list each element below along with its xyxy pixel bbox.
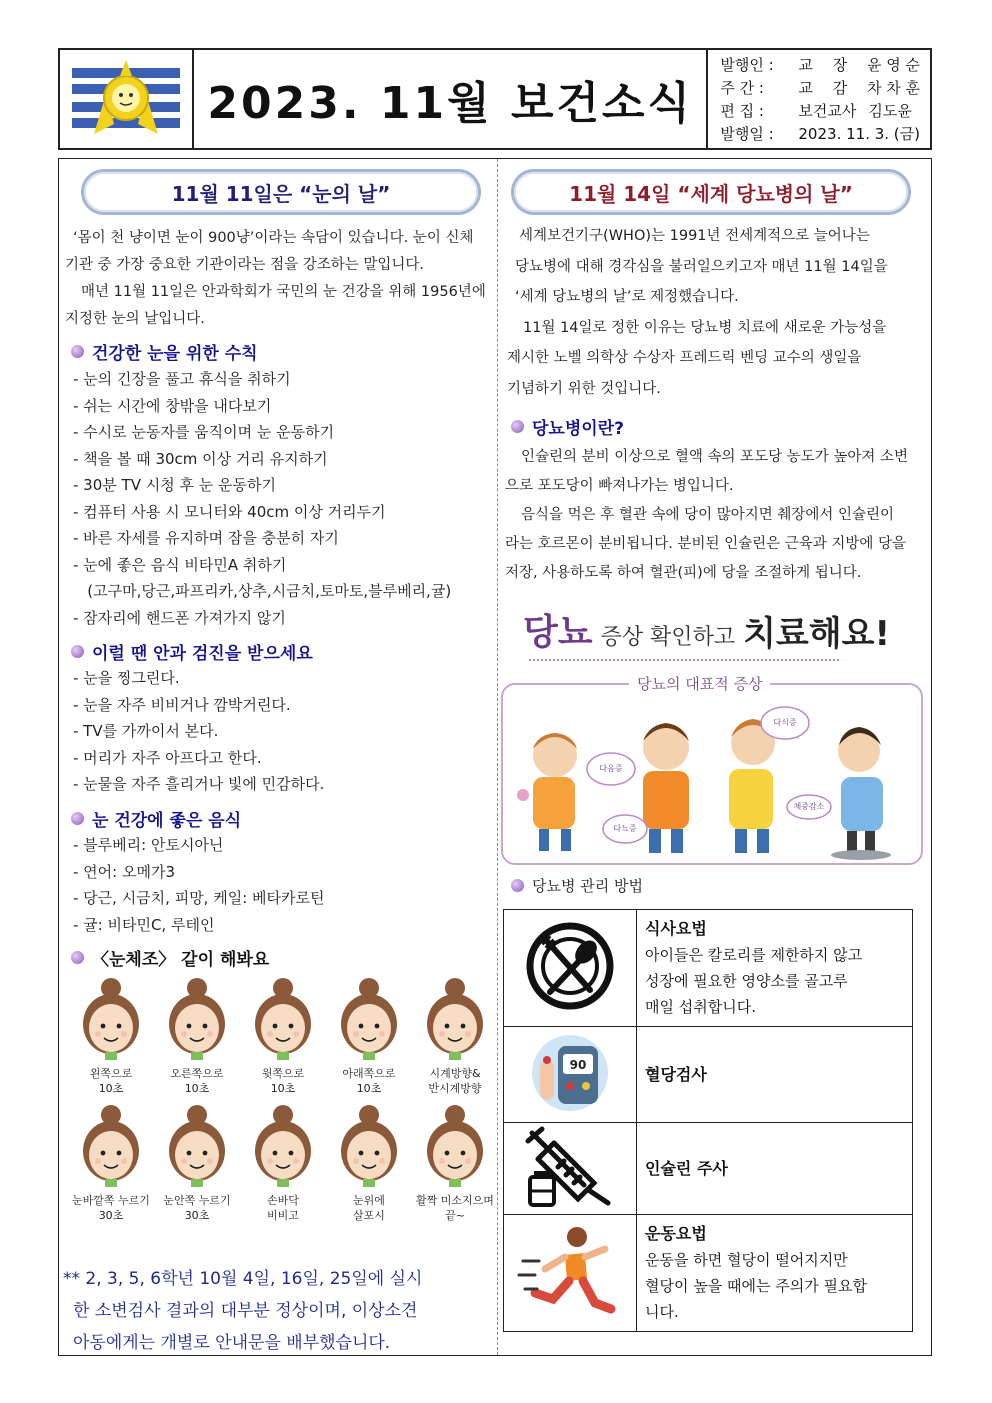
para-line: 기념하기 위한 것입니다.	[507, 380, 661, 397]
publisher-row	[720, 100, 920, 123]
exercise-caption: 30초	[98, 1209, 124, 1222]
girl-face-icon	[71, 1101, 151, 1187]
publisher-info	[708, 50, 930, 148]
list-item: - 책을 볼 때 30cm 이상 거리 유지하기	[73, 449, 328, 468]
manage-text-cell	[637, 1123, 913, 1215]
symptom-label: 다뇨증	[613, 824, 637, 833]
exercise-caption: 10초	[356, 1082, 382, 1095]
eye-exercise-title-text: 〈눈체조〉 같이 해봐요	[92, 950, 270, 970]
school-emblem-icon	[66, 54, 186, 144]
exercise-caption: 왼쪽으로	[89, 1067, 133, 1080]
exercise-caption: 10초	[270, 1082, 296, 1095]
para-line: ‘세계 당뇨병의 날’로 제정했습니다.	[515, 289, 739, 305]
eye-rules-list	[73, 366, 451, 631]
diabetes-intro	[507, 221, 927, 404]
para-line: 제시한 노벨 의학상 수상자 프레드릭 벤딩 교수의 생일을	[507, 350, 862, 366]
insulin-syringe-icon	[520, 1125, 620, 1209]
manage-head: 인슐린 주사	[645, 1158, 728, 1178]
running-person-icon	[515, 1221, 625, 1321]
list-item: - 쉬는 시간에 창밖을 내다보기	[73, 396, 272, 415]
bullet-icon	[511, 879, 524, 892]
plate-cutlery-icon	[520, 918, 620, 1014]
table-row	[504, 1027, 913, 1123]
girl-face-icon	[415, 974, 495, 1060]
publisher-label: 발행일 :	[720, 125, 774, 143]
exercise-caption: 눈위에	[353, 1194, 385, 1207]
publisher-value: 보건교사	[798, 102, 857, 120]
diabetes-banner	[523, 599, 923, 655]
girl-face-icon	[243, 974, 323, 1060]
eye-day-heading	[81, 169, 481, 215]
publisher-value: 감	[832, 79, 848, 97]
eye-exercise-step	[325, 974, 413, 1096]
manage-text-cell	[637, 1215, 913, 1332]
diabetes-manage-title	[511, 875, 643, 896]
eye-exercise-step	[67, 974, 155, 1096]
list-item: - 귤: 비타민C, 루테인	[73, 915, 215, 934]
manage-line: 운동을 하면 혈당이 떨어지지만	[645, 1251, 848, 1269]
banner-mid-text: 증상 확인하고	[600, 625, 736, 650]
symptom-label: 체중감소	[793, 802, 825, 811]
urine-test-note	[63, 1263, 495, 1359]
list-item: - 잠자리에 핸드폰 가져가지 않기	[73, 608, 286, 627]
manage-line: 아이들은 칼로리를 제한하지 않고	[645, 946, 863, 964]
diabetes-manage-table	[503, 909, 913, 1332]
eye-food-title-text: 눈 건강에 좋은 음식	[92, 811, 242, 831]
eye-exercise-step	[239, 1101, 327, 1223]
eye-day-heading-text: 11월 11일은 “눈의 날”	[171, 181, 391, 206]
girl-face-icon	[157, 1101, 237, 1187]
exercise-caption: 눈바깥쪽 누르기	[72, 1194, 150, 1207]
list-item: - 눈을 자주 비비거나 깜박거린다.	[73, 695, 291, 714]
exercise-caption: 아래쪽으로	[342, 1067, 396, 1080]
exercise-caption: 비비고	[267, 1209, 299, 1222]
publisher-row	[720, 54, 920, 77]
table-row	[504, 1123, 913, 1215]
para-line: 으로 포도당이 빠져나가는 병입니다.	[505, 478, 734, 494]
bullet-icon	[71, 645, 84, 658]
banner-big-text: 치료해요!	[743, 614, 890, 654]
newsletter-header	[58, 48, 932, 150]
manage-line: 매일 섭취합니다.	[645, 998, 756, 1016]
eye-exercise-title	[71, 945, 269, 970]
symptom-illustration-box	[501, 683, 923, 865]
glucose-meter-icon	[520, 1030, 620, 1116]
exercise-caption: 활짝 미소지으며	[416, 1194, 494, 1207]
eye-rules-title-text: 건강한 눈을 위한 수칙	[92, 344, 258, 364]
list-item: - 수시로 눈동자를 움직이며 눈 운동하기	[73, 423, 335, 441]
diabetes-what-title	[511, 414, 624, 439]
eye-exam-title	[71, 639, 313, 664]
publisher-row	[720, 123, 920, 146]
para-line: 인슐린의 분비 이상으로 혈액 속의 포도당 농도가 높아져 소변	[521, 449, 909, 465]
publisher-label: 발행인 :	[720, 56, 774, 74]
para-line: 세계보건기구(WHO)는 1991년 전세계적으로 늘어나는	[519, 228, 870, 244]
girl-face-icon	[157, 974, 237, 1060]
exercise-caption: 살포시	[353, 1209, 385, 1222]
list-item: - 연어: 오메가3	[73, 862, 175, 881]
symptom-title: 당뇨의 대표적 증상	[629, 673, 770, 694]
note-line: 한 소변검사 결과의 대부분 정상이며, 이상소견	[73, 1301, 418, 1321]
girl-face-icon	[71, 974, 151, 1060]
note-line: 아동에게는 개별로 안내문을 배부했습니다.	[73, 1333, 391, 1353]
manage-head: 혈당검사	[645, 1064, 707, 1084]
manage-text-cell	[637, 910, 913, 1027]
eye-exercise-step	[153, 974, 241, 1096]
eye-rules-title	[71, 339, 258, 364]
table-row	[504, 910, 913, 1027]
exercise-caption: 손바닥	[267, 1194, 299, 1207]
para-line: 11월 14일로 정한 이유는 당뇨병 치료에 새로운 가능성을	[523, 319, 887, 336]
list-item: - 눈에 좋은 음식 비타민A 취하기	[73, 555, 287, 574]
list-item: - TV를 가까이서 본다.	[73, 722, 219, 740]
eye-exercise-step	[239, 974, 327, 1096]
eye-exercise-step	[325, 1101, 413, 1223]
list-item: - 눈물을 자주 흘리거나 빛에 민감하다.	[73, 775, 325, 793]
banner-big-text: 당뇨	[523, 612, 593, 653]
symptom-illustration	[503, 685, 921, 863]
manage-line: 니다.	[645, 1303, 679, 1321]
publisher-row	[720, 77, 920, 100]
table-row	[504, 1215, 913, 1332]
list-item: - 눈을 찡그린다.	[73, 669, 180, 687]
girl-face-icon	[243, 1101, 323, 1187]
manage-head: 식사요법	[645, 919, 707, 938]
eye-food-list	[73, 832, 324, 938]
girl-face-icon	[415, 1101, 495, 1187]
manage-icon-cell	[504, 910, 637, 1027]
list-item: - 당근, 시금치, 피망, 케일: 베타카로틴	[73, 889, 325, 907]
bullet-icon	[511, 420, 524, 433]
diabetes-manage-title-text: 당뇨병 관리 방법	[532, 877, 643, 895]
para-line: 음식을 먹은 후 혈관 속에 당이 많아지면 췌장에서 인슐린이	[521, 507, 895, 523]
symptom-label: 다음증	[599, 764, 623, 773]
publisher-label: 주 간 :	[720, 79, 764, 97]
publisher-value: 윤 영 순	[866, 56, 920, 74]
exercise-caption: 오른쪽으로	[170, 1067, 224, 1080]
eye-day-intro-1: ‘몸이 천 냥이면 눈이 900냥’이라는 속담이 있습니다. 눈이 신체 기관 중 가장 중요한 기관이라는 점을 강조하는 말입니다.	[65, 230, 474, 273]
eye-day-intro-2: 매년 11월 11일은 안과학회가 국민의 눈 건강을 위해 1956년에 지정한 눈의 날입니다.	[65, 284, 486, 327]
para-line: 저장, 사용하도록 하여 혈관(피)에 당을 조절하게 됩니다.	[505, 565, 862, 581]
exercise-caption: 눈안쪽 누르기	[163, 1194, 231, 1207]
publisher-value: 교	[798, 79, 813, 97]
note-line: ** 2, 3, 5, 6학년 10월 4일, 16일, 25일에 실시	[63, 1269, 423, 1289]
school-logo	[60, 50, 194, 148]
eye-exercise-step	[153, 1101, 241, 1223]
list-item: (고구마,당근,파프리카,상추,시금치,토마토,블루베리,귤)	[73, 582, 452, 600]
exercise-caption: 반시계방향	[428, 1082, 482, 1095]
diabetes-what-text	[505, 443, 929, 588]
para-line: 라는 호르몬이 분비됩니다. 분비된 인슐린은 근육과 지방에 당을	[505, 536, 907, 552]
exercise-caption: 30초	[184, 1209, 210, 1222]
diabetes-what-title-text: 당뇨병이란?	[532, 419, 624, 439]
publisher-value: 2023. 11. 3. (금)	[798, 125, 920, 143]
eye-food-title	[71, 806, 241, 831]
bullet-icon	[71, 345, 84, 358]
manage-icon-cell	[504, 1027, 637, 1123]
eye-exercise-step	[411, 974, 499, 1096]
list-item: - 컴퓨터 사용 시 모니터와 40cm 이상 거리두기	[73, 502, 386, 521]
girl-face-icon	[329, 974, 409, 1060]
manage-text-cell	[637, 1027, 913, 1123]
meter-reading: 90	[569, 1057, 587, 1072]
bullet-icon	[71, 812, 84, 825]
exercise-caption: 10초	[98, 1082, 124, 1095]
publisher-value: 장	[832, 56, 848, 74]
exercise-caption: 시계방향&	[429, 1067, 481, 1080]
list-item: - 머리가 자주 아프다고 한다.	[73, 748, 262, 767]
eye-exam-list	[73, 665, 324, 798]
list-item: - 눈의 긴장을 풀고 휴식을 취하기	[73, 370, 291, 388]
content-frame	[58, 158, 932, 1356]
eye-exercise-step	[67, 1101, 155, 1223]
girl-face-icon	[329, 1101, 409, 1187]
eye-exam-title-text: 이럴 땐 안과 검진을 받으세요	[92, 644, 313, 664]
diabetes-day-heading-text: 11월 14일 “세계 당뇨병의 날”	[569, 181, 853, 206]
symptom-label: 다식증	[773, 718, 797, 727]
banner-underline	[529, 659, 839, 661]
publisher-value: 차 차 훈	[866, 79, 920, 97]
list-item: - 바른 자세를 유지하며 잠을 충분히 자기	[73, 529, 339, 547]
list-item: - 블루베리: 안토시아닌	[73, 836, 224, 854]
publisher-value: 김도윤	[868, 102, 912, 120]
list-item: - 30분 TV 시청 후 눈 운동하기	[73, 476, 276, 494]
newsletter-title: 2023. 11월 보건소식	[194, 50, 708, 148]
bullet-icon	[71, 951, 84, 964]
manage-icon-cell	[504, 1123, 637, 1215]
exercise-caption: 끝~	[445, 1209, 465, 1222]
manage-line: 성장에 필요한 영양소를 골고루	[645, 972, 848, 990]
exercise-caption: 10초	[184, 1082, 210, 1095]
exercise-caption: 윗쪽으로	[261, 1067, 305, 1080]
para-line: 당뇨병에 대해 경각심을 불러일으키고자 매년 11월 14일을	[515, 258, 888, 275]
eye-exercise-step	[411, 1101, 499, 1223]
manage-icon-cell	[504, 1215, 637, 1332]
publisher-label: 편 집 :	[720, 102, 764, 120]
publisher-value: 교	[798, 56, 813, 74]
manage-line: 혈당이 높을 때에는 주의가 필요합	[645, 1277, 867, 1295]
diabetes-day-heading	[511, 169, 911, 215]
manage-head: 운동요법	[645, 1224, 707, 1243]
